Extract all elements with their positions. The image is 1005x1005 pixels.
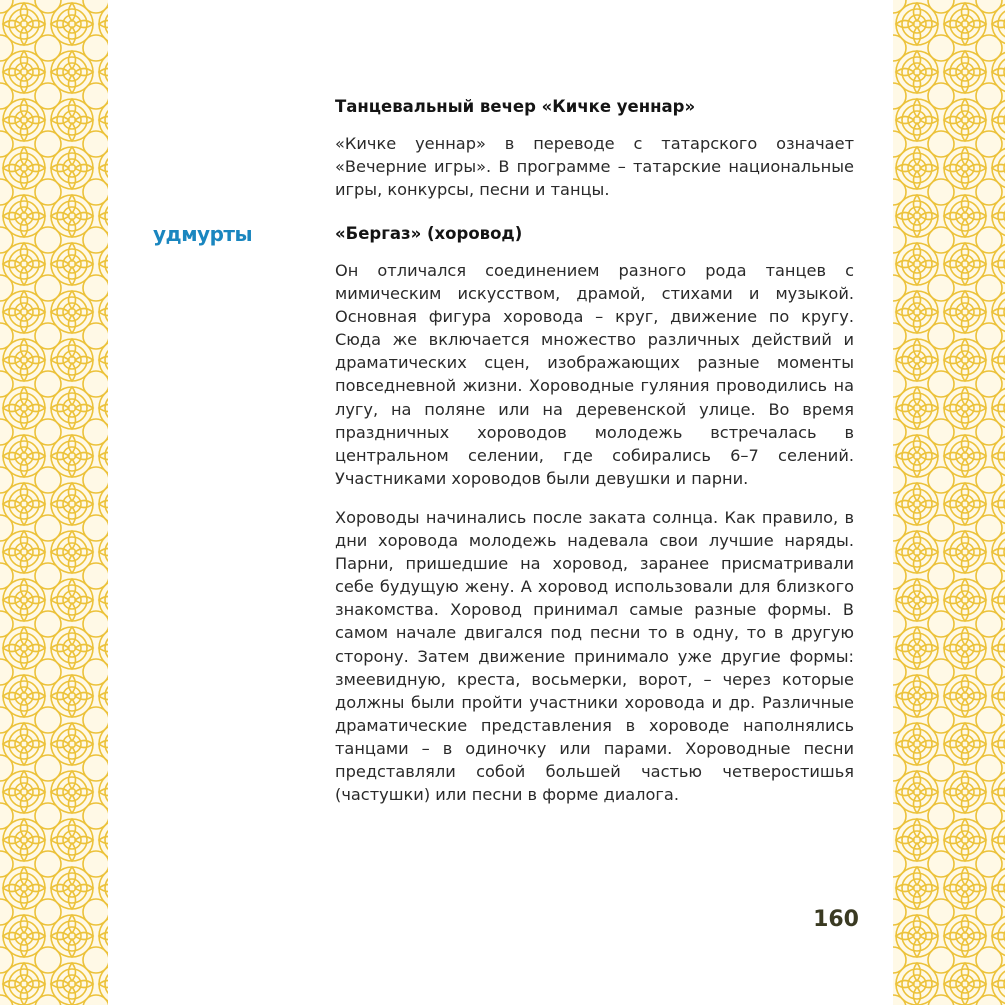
paragraph: «Кичке уеннар» в переводе с татарского означает «Вечерние игры». В программе – татарские национальные игры, конкурсы, песни и танцы. xyxy=(335,134,854,200)
paragraph: Хороводы начинались после заката солнца. Как правило, в дни хоровода молодежь надевала свои лучшие наряды. Парни, пришедшие на хоровод, заранее присматривали себе будущую жену. А хоровод использовали для близкого знакомства. Хоровод принимал самые разные формы. В самом начале двигался под песни то в одну, то в другую сторону. Затем движение принимало уже другие формы: змеевидную, креста, восьмерки, ворот, – через которые должны были пройти участники хоровода и др. Различные драматические представления в хороводе наполнялись танцами – в одиночку или парами. Хороводные песни представляли собой большей частью четверостишья (частушки) или песни в форме диалога. xyxy=(335,508,854,805)
right-ornament-border xyxy=(893,0,1005,1005)
page-number: 160 xyxy=(813,907,859,932)
ornament-pattern xyxy=(893,0,1005,1005)
side-label-udmurty: удмурты xyxy=(153,222,253,246)
page-content xyxy=(108,0,893,1005)
paragraph: Он отличался соединением разного рода танцев с мимическим искусством, драмой, стихами и музыкой. Основная фигура хоровода – круг, движение по кругу. Сюда же включается множество различных действий и драматических сцен, изображающих разные моменты повседневной жизни. Хороводные гуляния проводились на лугу, на поляне или на деревенской улице. Во время праздничных хороводов молодежь встречалась в центральном селении, где собирались 6–7 селений. Участниками хороводов были девушки и парни. xyxy=(335,261,854,488)
section-heading: Танцевальный вечер «Кичке уеннар» xyxy=(335,97,696,116)
section-heading: «Бергаз» (хоровод) xyxy=(335,224,523,243)
left-ornament-border xyxy=(0,0,108,1005)
ornament-pattern xyxy=(0,0,108,1005)
